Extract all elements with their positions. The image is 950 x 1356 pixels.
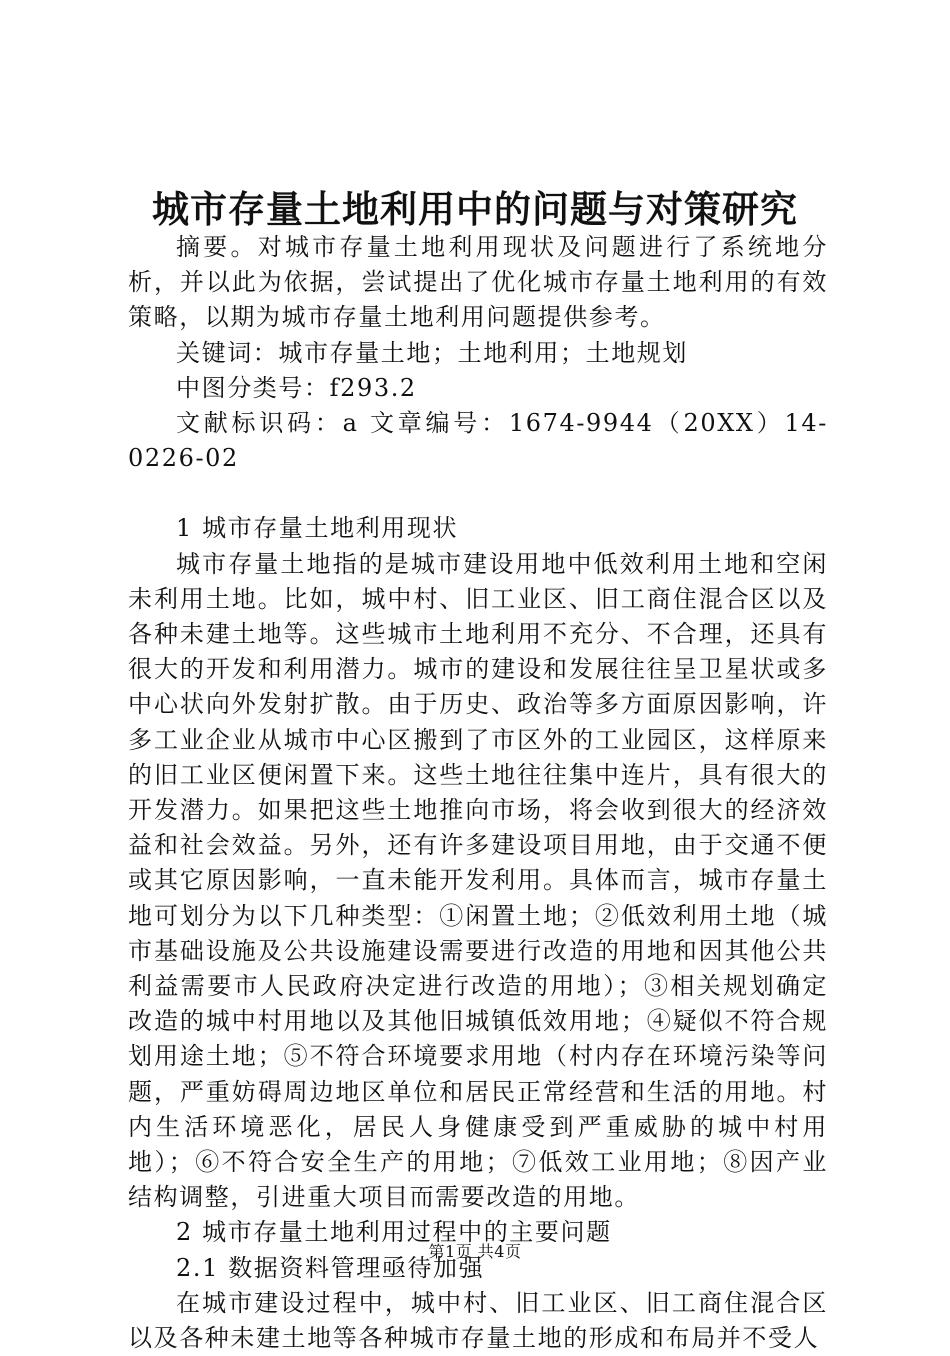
abstract-paragraph: 摘要。对城市存量土地利用现状及问题进行了系统地分析，并以此为依据，尝试提出了优化城市存量土地利用的有效策略，以期为城市存量土地利用问题提供参考。 (128, 233, 828, 332)
page-title: 城市存量土地利用中的问题与对策研究 (152, 187, 798, 231)
section-1-heading: 1 城市存量土地利用现状 (176, 514, 459, 543)
section-2-1-paragraph: 在城市建设过程中，城中村、旧工业区、旧工商住混合区以及各种未建土地等各种城市存量土地的形成和布局并不受人 (128, 1288, 828, 1353)
keywords-line: 关键词：城市存量土地；土地利用；土地规划 (176, 338, 688, 367)
paragraph-spacer (128, 476, 828, 511)
classification-line: 中图分类号：f293.2 (176, 373, 417, 402)
document-code-line: 文献标识码：a 文章编号：1674-9944（20XX）14-0226-02 (128, 409, 828, 473)
section-1-paragraph: 城市存量土地指的是城市建设用地中低效利用土地和空闲未利用土地。比如，城中村、旧工业区、旧工商住混合区以及各种未建土地等。这些城市土地利用不充分、不合理，还具有很大的开发和利用潜力。城市的建设和发展往往呈卫星状或多中心状向外发射扩散。由于历史、政治等多方面原因影响，许多工业企业从城市中心区搬到了市区外的工业园区，这样原来的旧工业区便闲置下来。这些土地往往集中连片，具有很大的开发潜力。如果把这些土地推向市场，将会收到很大的经济效益和社会效益。另外，还有许多建设项目用地，由于交通不便或其它原因影响，一直未能开发利用。具体而言，城市存量土地可划分为以下几种类型：①闲置土地；②低效利用土地（城市基础设施及公共设施建设需要进行改造的用地和因其他公共利益需要市人民政府决定进行改造的用地）；③相关规划确定改造的城中村用地以及其他旧城镇低效用地；④疑似不符合规划用途土地；⑤不符合环境要求用地（村内存在环境污染等问题，严重妨碍周边地区单位和居民正常经营和生活的用地。村内生活环境恶化，居民人身健康受到严重威胁的城中村用地）；⑥不符合安全生产的用地；⑦低效工业用地；⑧因产业结构调整，引进重大项目而需要改造的用地。 (128, 549, 828, 1212)
section-2-1-heading: 2.1 数据资料管理亟待加强 (176, 1253, 485, 1282)
page-footer: 第1页 共4页 (428, 1242, 522, 1261)
document-body (128, 230, 828, 1356)
section-2-heading: 2 城市存量土地利用过程中的主要问题 (176, 1218, 612, 1247)
